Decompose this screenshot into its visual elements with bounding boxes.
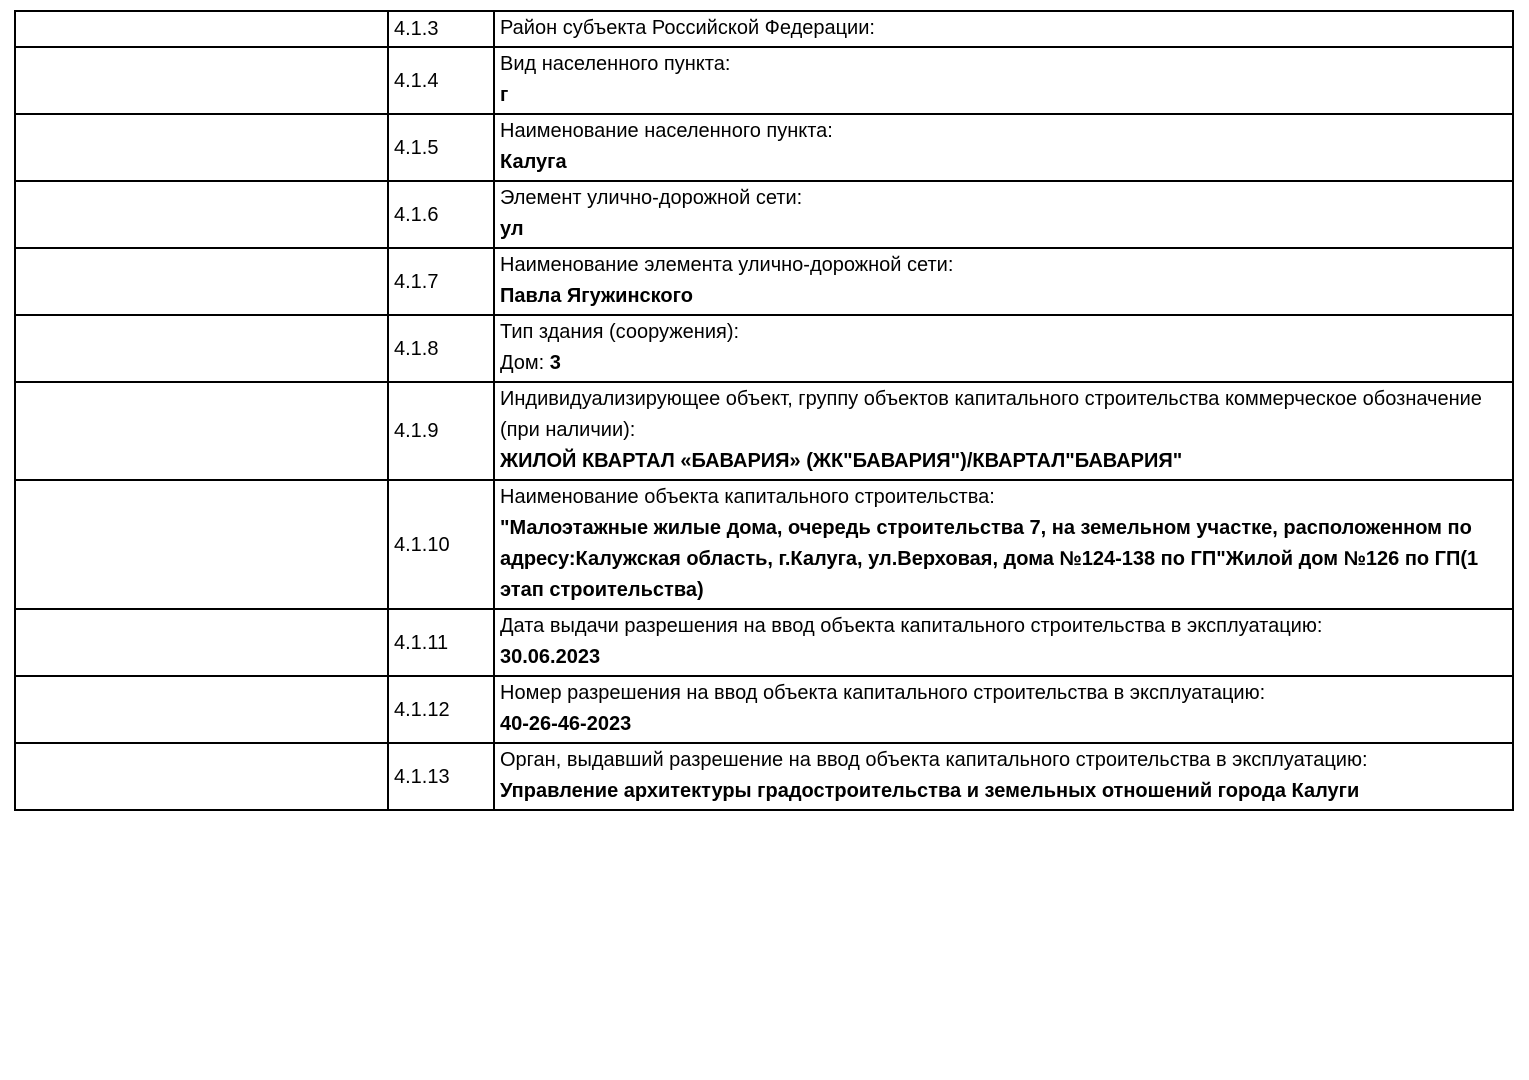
row-content-cell [494, 248, 1513, 315]
table-row [15, 609, 1513, 676]
field-value [500, 281, 1506, 312]
field-value [500, 513, 1506, 606]
table-row [15, 382, 1513, 480]
field-label: Район субъекта Российской Федерации: [500, 17, 875, 39]
table-row [15, 315, 1513, 382]
row-number: 4.1.12 [388, 676, 494, 743]
row-number: 4.1.5 [388, 114, 494, 181]
info-table [14, 10, 1514, 811]
row-number: 4.1.3 [388, 11, 494, 47]
field-value-text: Павла Ягужинского [500, 285, 693, 307]
table-row [15, 11, 1513, 47]
row-number: 4.1.8 [388, 315, 494, 382]
row-content-cell [494, 114, 1513, 181]
field-label: Вид населенного пункта: [500, 53, 731, 75]
row-content-cell [494, 181, 1513, 248]
table-row [15, 480, 1513, 609]
field-value [500, 147, 1506, 178]
row-number: 4.1.7 [388, 248, 494, 315]
row-content-cell [494, 315, 1513, 382]
row-number: 4.1.6 [388, 181, 494, 248]
field-label: Наименование объекта капитального строительства: [500, 486, 995, 508]
empty-cell [15, 181, 388, 248]
row-number: 4.1.10 [388, 480, 494, 609]
field-label: Элемент улично-дорожной сети: [500, 187, 803, 209]
row-content-cell [494, 743, 1513, 810]
field-label: Наименование населенного пункта: [500, 120, 833, 142]
field-value-text: г [500, 84, 509, 106]
table-row [15, 114, 1513, 181]
field-value-text: Управление архитектуры градостроительства и земельных отношений города Калуги [500, 780, 1360, 802]
row-content-cell [494, 609, 1513, 676]
field-label: Индивидуализирующее объект, группу объектов капитального строительства коммерческое обозначение (при наличии): [500, 388, 1482, 441]
field-value [500, 446, 1506, 477]
field-value [500, 709, 1506, 740]
empty-cell [15, 609, 388, 676]
field-value [500, 80, 1506, 111]
field-label: Наименование элемента улично-дорожной сети: [500, 254, 954, 276]
empty-cell [15, 315, 388, 382]
field-value-text: 30.06.2023 [500, 646, 601, 668]
field-label: Дата выдачи разрешения на ввод объекта капитального строительства в эксплуатацию: [500, 615, 1323, 637]
row-number: 4.1.13 [388, 743, 494, 810]
field-value [500, 348, 1506, 379]
field-value-text: ул [500, 218, 524, 240]
field-value-text: 40-26-46-2023 [500, 713, 632, 735]
table-row [15, 743, 1513, 810]
table-row [15, 47, 1513, 114]
row-content-cell [494, 47, 1513, 114]
empty-cell [15, 47, 388, 114]
table-row [15, 248, 1513, 315]
row-number: 4.1.11 [388, 609, 494, 676]
row-content-cell [494, 480, 1513, 609]
field-value [500, 214, 1506, 245]
field-value-prefix: Дом: [500, 352, 550, 374]
info-table-body [15, 11, 1513, 810]
row-content-cell [494, 11, 1513, 47]
field-value-text: 3 [549, 352, 561, 374]
row-number: 4.1.4 [388, 47, 494, 114]
table-row [15, 676, 1513, 743]
field-label: Номер разрешения на ввод объекта капитального строительства в эксплуатацию: [500, 682, 1266, 704]
empty-cell [15, 114, 388, 181]
field-value [500, 776, 1506, 807]
field-value-text: ЖИЛОЙ КВАРТАЛ «БАВАРИЯ» (ЖК"БАВАРИЯ")/КВАРТАЛ"БАВАРИЯ" [500, 450, 1183, 472]
field-value-text: "Малоэтажные жилые дома, очередь строительства 7, на земельном участке, расположенном по адресу:Калужская область, г.Калуга, ул.Верховая, дома №124-138 по ГП"Жилой дом №126 по ГП(1 этап строительства) [500, 517, 1479, 601]
row-number: 4.1.9 [388, 382, 494, 480]
row-content-cell [494, 382, 1513, 480]
empty-cell [15, 11, 388, 47]
field-value [500, 642, 1506, 673]
empty-cell [15, 743, 388, 810]
table-row [15, 181, 1513, 248]
empty-cell [15, 480, 388, 609]
row-content-cell [494, 676, 1513, 743]
empty-cell [15, 382, 388, 480]
empty-cell [15, 676, 388, 743]
field-label: Орган, выдавший разрешение на ввод объекта капитального строительства в эксплуатацию: [500, 749, 1368, 771]
field-label: Тип здания (сооружения): [500, 321, 740, 343]
empty-cell [15, 248, 388, 315]
field-value-text: Калуга [500, 151, 567, 173]
